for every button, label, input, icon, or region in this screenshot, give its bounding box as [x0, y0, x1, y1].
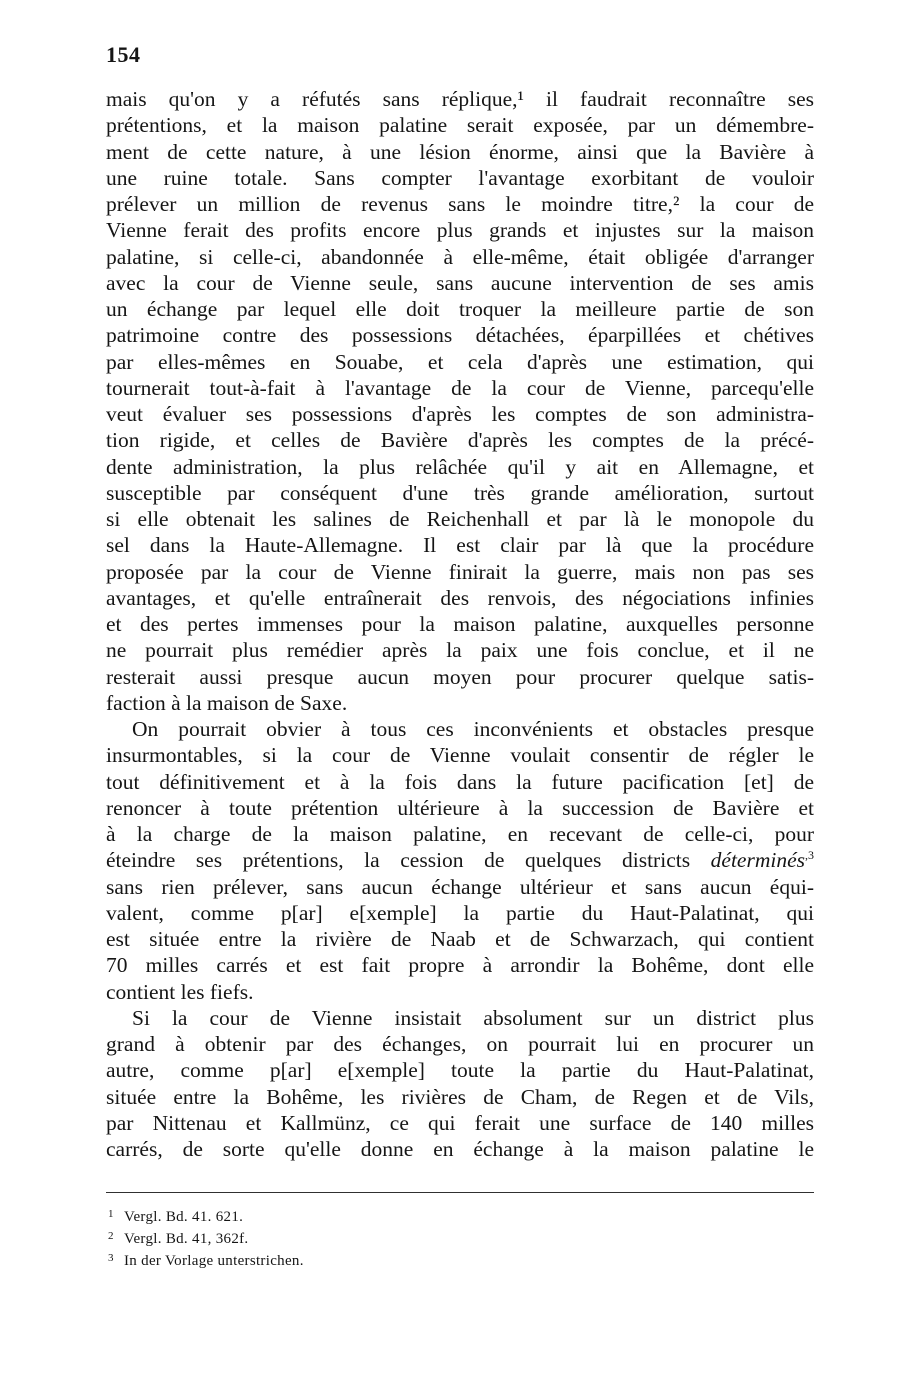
text-line: valent, comme p[ar] e[xemple] la partie du Haut-Palatinat, qui [106, 900, 814, 925]
text-line: à la charge de la maison palatine, en recevant de celle-ci, pour [106, 822, 814, 846]
text-line: mais qu'on y a réfutés sans réplique,¹ il faudrait reconnaître ses [106, 87, 814, 111]
text-line: autre, comme p[ar] e[xemple] toute la partie du Haut-Palatinat, [106, 1058, 814, 1083]
text-line: patrimoine contre des possessions détachées, éparpillées et chétives [106, 323, 814, 348]
text-line: est située entre la rivière de Naab et de Schwarzach, qui contient [106, 927, 814, 951]
text-line: un échange par lequel elle doit troquer la meilleure partie de son [106, 297, 814, 321]
page-number: 154 [106, 42, 141, 67]
text-line: carrés, de sorte qu'elle donne en échange à la maison palatine le [106, 1137, 814, 1161]
text-line: par Nittenau et Kallmünz, ce qui ferait une surface de 140 milles [106, 1110, 814, 1135]
text-line: Vienne ferait des profits encore plus grands et injustes sur la maison [106, 218, 814, 243]
footnote-ref-number: 3 [808, 848, 814, 863]
text-line: une ruine totale. Sans compter l'avantage exorbitant de vouloir [106, 165, 814, 190]
paragraph-start-line: On pourrait obvier à tous ces inconvénients et obstacles presque [132, 717, 814, 741]
text-line: tournerait tout-à-fait à l'avantage de la cour de Vienne, parcequ'elle [106, 375, 814, 400]
text-line: sel dans la Haute-Allemagne. Il est clair par là que la procédure [106, 533, 814, 558]
text-line: insurmontables, si la cour de Vienne voulait consentir de régler le [106, 743, 814, 768]
footnote [108, 1225, 608, 1247]
text-line: renoncer à toute prétention ultérieure à la succession de Bavière et [106, 795, 814, 820]
text-line [106, 847, 814, 873]
text-line: faction à la maison de Saxe. [106, 690, 348, 715]
text-line: et des pertes immenses pour la maison palatine, auxquelles personne [106, 612, 814, 636]
footnote-text: Vergl. Bd. 41, 362f. [124, 1231, 249, 1247]
text-line: sans rien prélever, sans aucun échange ultérieur et sans aucun équi- [106, 874, 814, 899]
footnote-mark: 2 [108, 1230, 114, 1242]
text-segment: éteindre ses prétentions, la cession de quelques districts [106, 848, 711, 873]
footnotes [108, 1203, 608, 1269]
text-line: resterait aussi presque aucun moyen pour procurer quelque satis- [106, 664, 814, 689]
text-line: proposée par la cour de Vienne finirait la guerre, mais non pas ses [106, 559, 814, 584]
text-line: 70 milles carrés et est fait propre à arrondir la Bohême, dont elle [106, 953, 814, 978]
text-line: prétentions, et la maison palatine serait exposée, par un démembre- [106, 113, 814, 138]
paragraph-start-line: Si la cour de Vienne insistait absolument sur un district plus [132, 1005, 814, 1030]
text-line: avantages, et qu'elle entraînerait des renvois, des négociations infinies [106, 585, 814, 610]
footnote-mark: 3 [108, 1252, 114, 1264]
text-line: ment de cette nature, à une lésion énorme, ainsi que la Bavière à [106, 139, 814, 164]
text-line: palatine, si celle-ci, abandonnée à elle-même, était obligée d'arranger [106, 244, 814, 269]
text-line: avec la cour de Vienne seule, sans aucune intervention de ses amis [106, 270, 814, 295]
text-line: grand à obtenir par des échanges, on pourrait lui en procurer un [106, 1032, 814, 1056]
footnote [108, 1203, 608, 1225]
text-line: ne pourrait plus remédier après la paix une fois conclue, et il ne [106, 638, 814, 663]
footnote [108, 1247, 608, 1269]
text-line: tion rigide, et celles de Bavière d'après les comptes de la précé- [106, 428, 814, 453]
footnote-text: In der Vorlage unterstrichen. [124, 1253, 304, 1269]
text-line: par elles-mêmes en Souabe, et cela d'après une estimation, qui [106, 349, 814, 374]
footnote-text: Vergl. Bd. 41. 621. [124, 1209, 244, 1225]
text-line: contient les fiefs. [106, 979, 254, 1004]
text-line: située entre la Bohême, les rivières de Cham, de Regen et de Vils, [106, 1084, 814, 1109]
footnote-mark: 1 [108, 1208, 114, 1220]
footnote-divider [106, 1192, 814, 1193]
text-line: dente administration, la plus relâchée qu'il y ait en Allemagne, et [106, 454, 814, 479]
text-line: si elle obtenait les salines de Reichenhall et par là le monopole du [106, 507, 814, 531]
text-line: tout définitivement et à la fois dans la future pacification [et] de [106, 769, 814, 794]
body-text [106, 86, 814, 1162]
text-line: veut évaluer ses possessions d'après les comptes de son administra- [106, 402, 814, 426]
emphasized-word: déterminés [710, 848, 805, 873]
text-line: susceptible par conséquent d'une très grande amélioration, surtout [106, 480, 814, 505]
text-line: prélever un million de revenus sans le moindre titre,² la cour de [106, 192, 814, 216]
footnote-ref: ,3 [805, 848, 814, 863]
